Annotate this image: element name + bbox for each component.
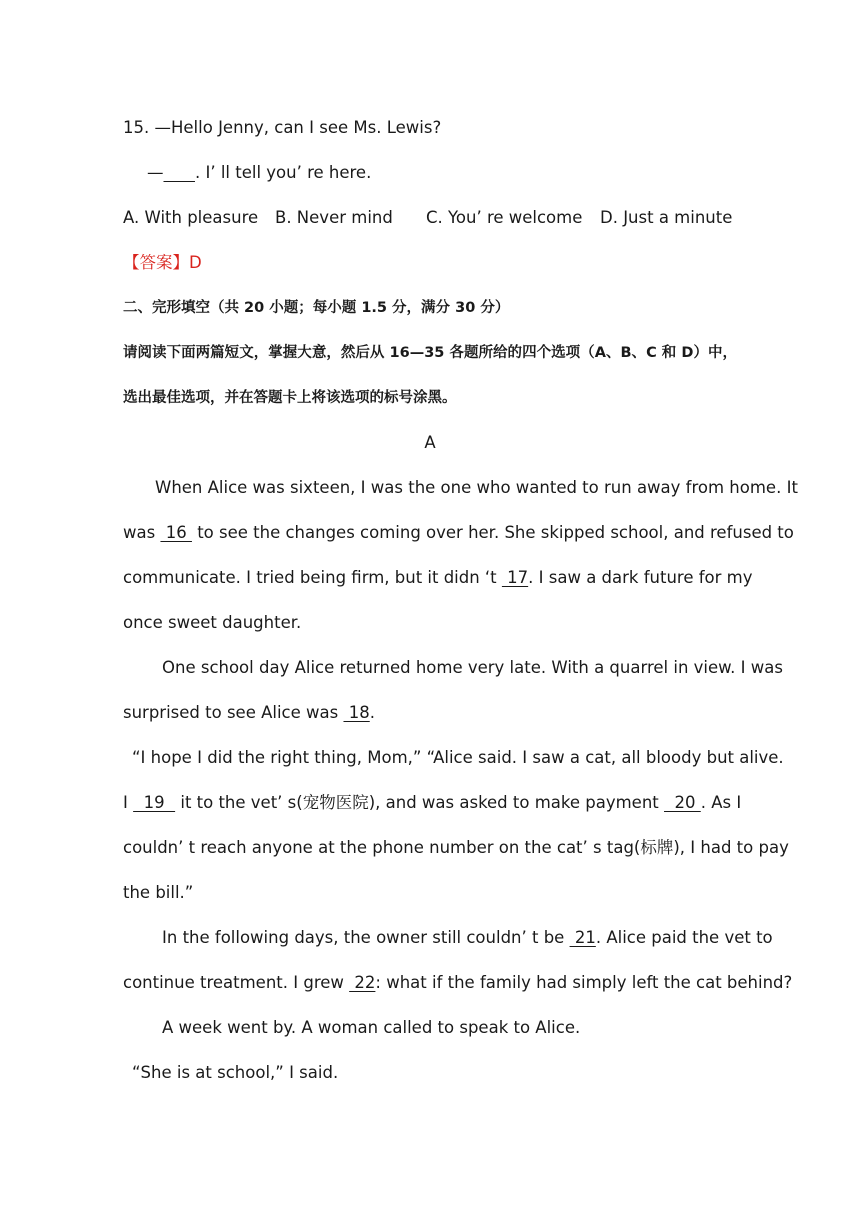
section-instruction-2: 选出最佳选项，并在答题卡上将该选项的标号涂黑。 [123, 390, 457, 406]
text: : what if the family had simply left the cat behind? [375, 973, 793, 992]
option-d: D. Just a minute [600, 208, 733, 227]
passage-line-12 [123, 971, 793, 995]
option-a: A. With pleasure [123, 208, 259, 227]
question-15-prompt [123, 116, 737, 140]
passage-line-3 [123, 566, 753, 590]
passage-line-13: A week went by. A woman called to speak to Alice. [162, 1018, 581, 1037]
text: continue treatment. I grew [123, 973, 350, 992]
text: I [123, 793, 134, 812]
question-text: —Hello Jenny, can I see Ms. Lewis? [154, 118, 442, 137]
text: it to the vet’ s(宠物医院), and was asked to make payment [175, 793, 665, 812]
text: . I saw a dark future for my [528, 568, 753, 587]
question-number: 15. [123, 118, 150, 137]
blank-17: 17 [501, 568, 529, 587]
passage-line-4: once sweet daughter. [123, 613, 302, 632]
section-heading: 二、完形填空（共 20 小题；每小题 1.5 分，满分 30 分） [123, 300, 510, 316]
answer-label: 【答案】D [123, 253, 202, 272]
blank-22: 22 [349, 973, 376, 992]
text: communicate. I tried being firm, but it didn ‘t [123, 568, 502, 587]
passage-label: A [424, 433, 436, 452]
passage-line-7: “I hope I did the right thing, Mom,” “Alice said. I saw a cat, all bloody but alive. [132, 748, 784, 767]
text: . [369, 703, 375, 722]
blank-16: 16 [160, 523, 192, 542]
passage-line-14: “She is at school,” I said. [132, 1063, 339, 1082]
passage-line-5: One school day Alice returned home very late. With a quarrel in view. I was [162, 658, 783, 677]
passage-line-8 [123, 791, 742, 815]
passage-line-11 [162, 926, 773, 950]
blank-18: 18 [343, 703, 370, 722]
blank-20: 20 [664, 793, 701, 812]
text: . Alice paid the vet to [595, 928, 773, 947]
section-instruction-1: 请阅读下面两篇短文，掌握大意，然后从 16—35 各题所给的四个选项（A、B、C 和 D）中， [123, 345, 737, 361]
reply-text: . I’ ll tell you’ re here. [194, 163, 372, 182]
text: was [123, 523, 161, 542]
question-15-reply [147, 161, 737, 185]
passage-line-9: couldn’ t reach anyone at the phone number on the cat’ s tag(标牌), I had to pay [123, 838, 789, 857]
answer-blank [164, 161, 195, 185]
text: . As I [700, 793, 742, 812]
text: surprised to see Alice was [123, 703, 344, 722]
blank-19: 19 [133, 793, 176, 812]
passage-line-10: the bill.” [123, 883, 194, 902]
passage-line-6 [123, 701, 737, 725]
option-c: C. You’ re welcome [426, 208, 583, 227]
blank-21: 21 [569, 928, 596, 947]
reply-dash: — [147, 163, 164, 182]
option-b: B. Never mind [275, 208, 393, 227]
passage-line-2 [123, 521, 794, 545]
text: In the following days, the owner still couldn’ t be [162, 928, 570, 947]
text: to see the changes coming over her. She skipped school, and refused to [191, 523, 794, 542]
passage-line-1: When Alice was sixteen, I was the one who wanted to run away from home. It [155, 478, 798, 497]
